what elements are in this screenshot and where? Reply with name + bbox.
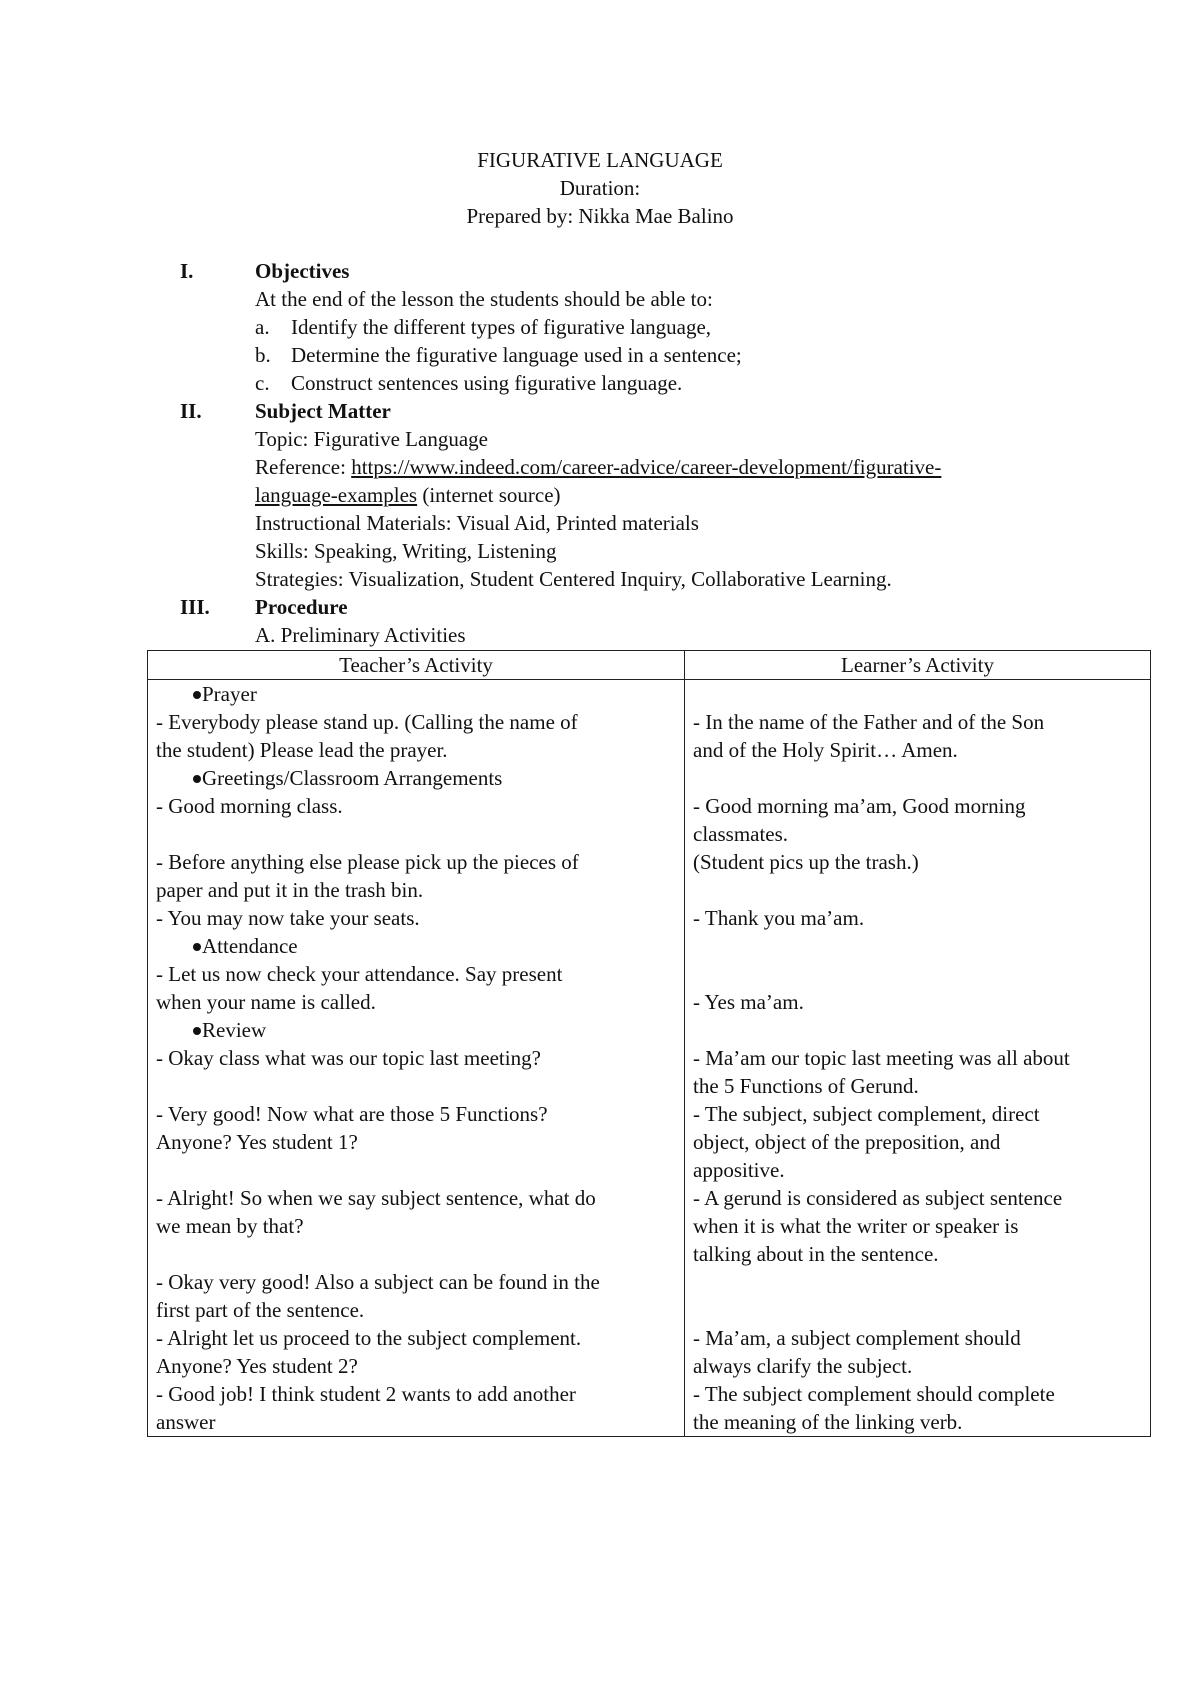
teacher-line: paper and put it in the trash bin. — [156, 878, 424, 902]
teacher-line: - Good morning class. — [156, 794, 343, 818]
learner-line: always clarify the subject. — [693, 1354, 913, 1378]
learner-line: - Good morning ma’am, Good morning — [693, 794, 1026, 818]
teacher-line: - Let us now check your attendance. Say present — [156, 962, 563, 986]
teacher-line: - Before anything else please pick up the pieces of — [156, 850, 579, 874]
teacher-line: the student) Please lead the prayer. — [156, 738, 448, 762]
table-row — [148, 680, 1151, 1437]
reference-link-continued[interactable]: language-examples — [255, 483, 418, 507]
activity-bullet-heading — [156, 932, 676, 960]
objective-text: Construct sentences using figurative language. — [291, 371, 683, 395]
learner-line — [693, 1296, 1142, 1324]
teacher-line — [156, 1072, 676, 1100]
activity-bullet-heading — [156, 1016, 676, 1044]
teacher-line: - Okay class what was our topic last meeting? — [156, 1046, 541, 1070]
objective-letter: b. — [255, 343, 271, 367]
teacher-line: - Okay very good! Also a subject can be found in the — [156, 1270, 600, 1294]
learner-line: talking about in the sentence. — [693, 1242, 939, 1266]
bullet-label: Review — [202, 1018, 267, 1042]
objective-letter: a. — [255, 315, 270, 339]
reference-line-continued — [255, 481, 561, 509]
learner-line: - The subject, subject complement, direct — [693, 1102, 1040, 1126]
learner-line — [693, 1016, 1142, 1044]
teacher-line — [156, 820, 676, 848]
objective-item — [255, 313, 711, 341]
learner-line: appositive. — [693, 1158, 785, 1182]
learner-line: object, object of the preposition, and — [693, 1130, 1001, 1154]
objective-text: Determine the figurative language used in a sentence; — [291, 343, 742, 367]
objectives-numeral: I. — [180, 259, 194, 283]
teacher-line: Anyone? Yes student 2? — [156, 1354, 358, 1378]
procedure-subtitle: A. Preliminary Activities — [255, 623, 466, 647]
teacher-line: answer — [156, 1410, 216, 1434]
learner-line: - Thank you ma’am. — [693, 906, 865, 930]
objectives-title: Objectives — [255, 259, 350, 283]
learner-column-header: Learner’s Activity — [685, 651, 1151, 680]
teacher-line: - You may now take your seats. — [156, 906, 420, 930]
reference-label: Reference: — [255, 455, 352, 479]
teacher-line: Anyone? Yes student 1? — [156, 1130, 358, 1154]
learner-activity-cell — [685, 680, 1151, 1437]
teacher-line: we mean by that? — [156, 1214, 304, 1238]
reference-link[interactable]: https://www.indeed.com/career-advice/career-development/figurative- — [351, 455, 942, 479]
bullet-label: Greetings/Classroom Arrangements — [202, 766, 503, 790]
bullet-label: Attendance — [202, 934, 298, 958]
activity-bullet-heading — [156, 764, 676, 792]
learner-line: - The subject complement should complete — [693, 1382, 1055, 1406]
teacher-line: - Alright let us proceed to the subject complement. — [156, 1326, 582, 1350]
learner-line: classmates. — [693, 822, 789, 846]
teacher-line: - Everybody please stand up. (Calling the name of — [156, 710, 578, 734]
learner-line: - Ma’am our topic last meeting was all about — [693, 1046, 1070, 1070]
activity-table — [147, 650, 1151, 1437]
objective-letter: c. — [255, 371, 270, 395]
learner-line — [693, 1268, 1142, 1296]
teacher-line: - Good job! I think student 2 wants to add another — [156, 1382, 576, 1406]
teacher-line — [156, 1240, 676, 1268]
table-header-row — [148, 651, 1151, 680]
teacher-line: first part of the sentence. — [156, 1298, 365, 1322]
learner-line: the meaning of the linking verb. — [693, 1410, 963, 1434]
procedure-title: Procedure — [255, 595, 348, 619]
learner-line — [693, 960, 1142, 988]
activity-bullet-heading — [156, 680, 676, 708]
topic-line: Topic: Figurative Language — [255, 427, 488, 451]
bullet-label: Prayer — [202, 682, 257, 706]
teacher-line: - Very good! Now what are those 5 Functions? — [156, 1102, 548, 1126]
objective-text: Identify the different types of figurative language, — [291, 315, 712, 339]
learner-line — [693, 932, 1142, 960]
objective-item — [255, 341, 742, 369]
objectives-intro: At the end of the lesson the students should be able to: — [255, 287, 713, 311]
teacher-line: when your name is called. — [156, 990, 376, 1014]
reference-note: (internet source) — [417, 483, 561, 507]
learner-line: - Ma’am, a subject complement should — [693, 1326, 1021, 1350]
teacher-line: - Alright! So when we say subject sentence, what do — [156, 1186, 596, 1210]
objective-item — [255, 369, 682, 397]
document-header — [0, 146, 1200, 230]
strategies-line: Strategies: Visualization, Student Centered Inquiry, Collaborative Learning. — [255, 567, 892, 591]
materials-line: Instructional Materials: Visual Aid, Printed materials — [255, 511, 699, 535]
learner-line: (Student pics up the trash.) — [693, 850, 919, 874]
learner-line — [693, 680, 1142, 708]
reference-line — [255, 453, 941, 481]
learner-line: - Yes ma’am. — [693, 990, 804, 1014]
teacher-column-header: Teacher’s Activity — [148, 651, 685, 680]
learner-line: when it is what the writer or speaker is — [693, 1214, 1019, 1238]
document-title: FIGURATIVE LANGUAGE — [477, 148, 723, 172]
learner-line: the 5 Functions of Gerund. — [693, 1074, 919, 1098]
teacher-activity-cell — [148, 680, 685, 1437]
learner-line — [693, 764, 1142, 792]
teacher-line — [156, 1156, 676, 1184]
subject-matter-title: Subject Matter — [255, 399, 391, 423]
learner-line: and of the Holy Spirit… Amen. — [693, 738, 958, 762]
learner-line: - A gerund is considered as subject sentence — [693, 1186, 1063, 1210]
subject-matter-numeral: II. — [180, 399, 202, 423]
learner-line — [693, 876, 1142, 904]
skills-line: Skills: Speaking, Writing, Listening — [255, 539, 557, 563]
procedure-numeral: III. — [180, 595, 210, 619]
prepared-by-line: Prepared by: Nikka Mae Balino — [466, 204, 734, 228]
learner-line: - In the name of the Father and of the Son — [693, 710, 1045, 734]
duration-line: Duration: — [559, 176, 641, 200]
